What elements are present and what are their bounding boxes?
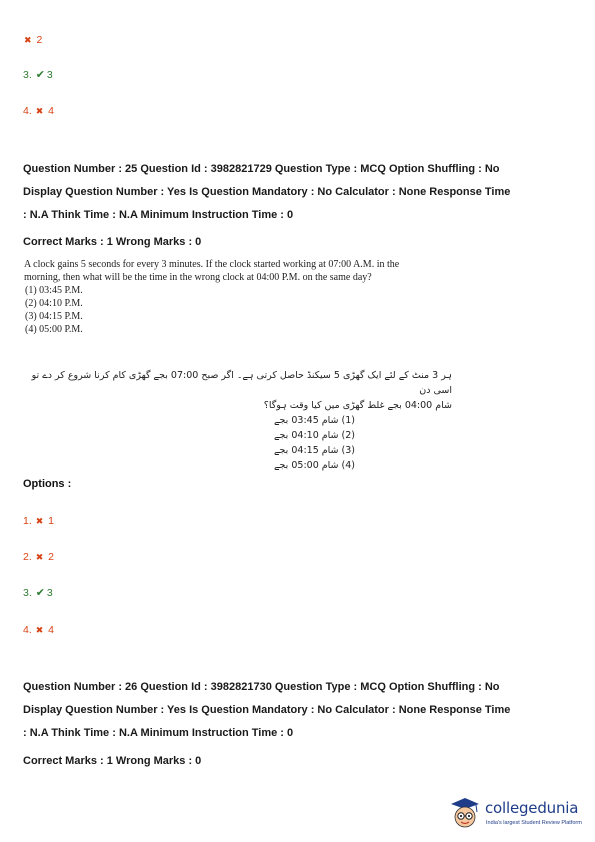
collegedunia-logo [449,796,589,836]
question-line: A clock gains 5 seconds for every 3 minutes. If the clock started working at 07:00 A.M. in the [24,259,400,270]
question-metadata [23,158,583,227]
cross-icon: ✖ [35,106,44,116]
choice-item: (3) شام 04:15 بجے [273,445,355,456]
option-row [23,551,54,564]
cross-icon: ✖ [35,552,44,562]
option-number: 4. [23,624,32,636]
option-number: 3. [23,69,32,81]
metadata-line: Question Number : 25 Question Id : 3982821729 Question Type : MCQ Option Shuffling : No [23,163,500,175]
option-row [23,515,54,528]
option-row [23,587,53,600]
option-number: 3. [23,587,32,599]
metadata-line: Display Question Number : Yes Is Question Mandatory : No Calculator : None Response Time [23,704,511,716]
question-metadata [23,676,583,745]
option-value: 1 [48,515,54,527]
choice-item: (1) 03:45 P.M. [25,285,83,296]
option-row [23,624,54,637]
option-value: 2 [36,34,43,46]
question-line: شام 04:00 بجے غلط گھڑی میں کیا وقت ہوگا؟ [263,400,452,411]
question-line: morning, then what will be the time in the wrong clock at 04:00 P.M. on the same day? [24,272,372,283]
metadata-line: Display Question Number : Yes Is Question Mandatory : No Calculator : None Response Time [23,186,511,198]
cross-icon: ✖ [24,35,32,45]
option-row [23,34,42,47]
choice-item: (3) 04:15 P.M. [25,311,83,322]
check-icon: ✔ [35,69,45,81]
marks-info: Correct Marks : 1 Wrong Marks : 0 [23,755,202,767]
option-value: 3 [46,587,53,599]
option-value: 4 [48,624,54,636]
student-mascot-icon [449,796,481,832]
option-value: 3 [46,69,53,81]
choice-item: (2) 04:10 P.M. [25,298,83,309]
metadata-line: : N.A Think Time : N.A Minimum Instruction Time : 0 [23,209,294,221]
options-heading: Options : [23,478,72,490]
metadata-line: : N.A Think Time : N.A Minimum Instruction Time : 0 [23,727,294,739]
option-number: 1. [23,515,32,527]
brand-tagline: India's largest Student Review Platform [486,820,582,826]
option-value: 2 [48,551,54,563]
option-row [23,69,53,82]
check-icon: ✔ [35,587,45,599]
choice-item: (1) شام 03:45 بجے [273,415,355,426]
choice-item: (4) 05:00 P.M. [25,324,83,335]
marks-info: Correct Marks : 1 Wrong Marks : 0 [23,236,202,248]
brand-name: collegedunia [485,799,579,817]
question-text-urdu [24,368,452,473]
metadata-line: Question Number : 26 Question Id : 3982821730 Question Type : MCQ Option Shuffling : No [23,681,500,693]
cross-icon: ✖ [35,516,44,526]
option-number: 4. [23,105,32,117]
choice-item: (2) شام 04:10 بجے [273,430,355,441]
question-line: ہر 3 منٹ کے لئے ایک گھڑی 5 سیکنڈ حاصل کرتی ہے۔ اگر صبح 07:00 بجے گھڑی کام کرنا شروع کر دے تو اسی دن [31,370,452,396]
cross-icon: ✖ [35,625,44,635]
choice-item: (4) شام 05:00 بجے [273,460,355,471]
question-text-english [24,258,444,336]
option-number: 2. [23,551,32,563]
option-row [23,105,54,118]
option-value: 4 [48,105,54,117]
